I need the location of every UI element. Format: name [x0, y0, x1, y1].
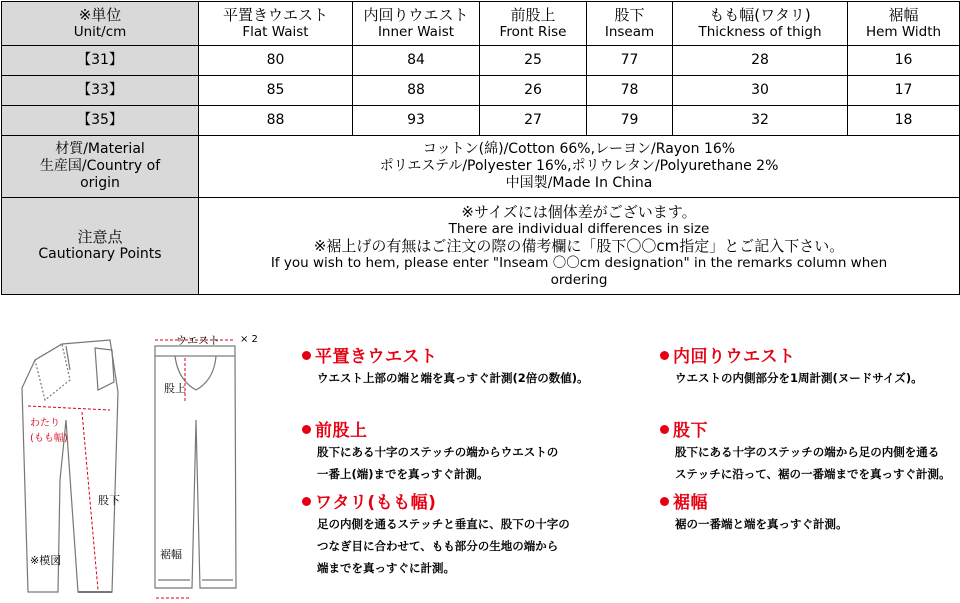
times-two-label: × 2: [240, 334, 258, 345]
table-cell: 78: [587, 76, 673, 106]
table-cell: 18: [848, 106, 960, 136]
table-row: [2, 46, 960, 76]
header-flat-waist: 平置きウエスト Flat Waist: [199, 2, 353, 46]
table-cell: 84: [353, 46, 480, 76]
table-cell: 17: [848, 76, 960, 106]
table-cell: 32: [673, 106, 848, 136]
definition-hem-width: 裾幅 裾の一番端と端を真っすぐ計測。: [660, 488, 960, 535]
size-label: 【35】: [2, 106, 199, 136]
measurement-diagram: [0, 330, 960, 603]
size-label: 【31】: [2, 46, 199, 76]
caution-row: [2, 198, 960, 295]
definition-watari: ワタリ(もも幅) 足の内側を通るステッチと垂直に、股下の十字の つなぎ目に合わせて、もも部分の生地の端から 端までを真っすぐに計測。: [302, 488, 632, 579]
header-unit: ※単位 Unit/cm: [2, 2, 199, 46]
table-cell: 26: [480, 76, 587, 106]
table-row: [2, 106, 960, 136]
caution-label: 注意点 Cautionary Points: [2, 198, 199, 295]
table-cell: 25: [480, 46, 587, 76]
material-content: コットン(綿)/Cotton 66%,レーヨン/Rayon 16% ポリエステル/Polyester 16%,ポリウレタン/Polyurethane 2% 中国製/Made In China: [199, 136, 960, 198]
table-cell: 85: [199, 76, 353, 106]
table-cell: 80: [199, 46, 353, 76]
bullet-icon: [660, 351, 669, 360]
bullet-icon: [302, 351, 311, 360]
header-front-rise: 前股上 Front Rise: [480, 2, 587, 46]
table-cell: 93: [353, 106, 480, 136]
bullet-icon: [660, 425, 669, 434]
watari-label: わたり (もも幅): [30, 418, 68, 444]
material-row: [2, 136, 960, 198]
diagram-note: ※模図: [30, 554, 62, 567]
table-cell: 88: [353, 76, 480, 106]
definition-inseam: 股下 股下にある十字のステッチの端から足の内側を通る ステッチに沿って、裾の一番端までを真っすぐ計測。: [660, 416, 960, 485]
table-cell: 30: [673, 76, 848, 106]
table-cell: 16: [848, 46, 960, 76]
header-thigh: もも幅(ワタリ) Thickness of thigh: [673, 2, 848, 46]
definition-inner-waist: 内回りウエスト ウエストの内側部分を1周計測(ヌードサイズ)。: [660, 342, 960, 389]
definition-front-rise: 前股上 股下にある十字のステッチの端からウエストの 一番上(端)までを真っすぐ計測。: [302, 416, 632, 485]
bullet-icon: [302, 497, 311, 506]
table-cell: 79: [587, 106, 673, 136]
size-table: [1, 1, 960, 295]
table-row: [2, 76, 960, 106]
header-hem-width: 裾幅 Hem Width: [848, 2, 960, 46]
table-cell: 77: [587, 46, 673, 76]
table-header-row: [2, 2, 960, 46]
table-cell: 28: [673, 46, 848, 76]
waist-label: ウエスト: [176, 334, 220, 347]
table-cell: 88: [199, 106, 353, 136]
bullet-icon: [660, 497, 669, 506]
size-label: 【33】: [2, 76, 199, 106]
table-cell: 27: [480, 106, 587, 136]
caution-content: ※サイズには個体差がございます。 There are individual differences in size ※裾上げの有無はご注文の際の備考欄に「股下〇〇cm指定」とご記入下さい。 If you wish to hem, please enter "Inseam 〇〇cm designation" in the remarks column when ordering: [199, 198, 960, 295]
bullet-icon: [302, 425, 311, 434]
hem-label: 裾幅: [160, 548, 182, 561]
rise-label: 股上: [164, 382, 186, 395]
definition-flat-waist: 平置きウエスト ウエスト上部の端と端を真っすぐ計測(2倍の数値)。: [302, 342, 632, 389]
inseam-label: 股下: [98, 494, 120, 507]
material-label: 材質/Material 生産国/Country of origin: [2, 136, 199, 198]
header-inner-waist: 内回りウエスト Inner Waist: [353, 2, 480, 46]
header-inseam: 股下 Inseam: [587, 2, 673, 46]
